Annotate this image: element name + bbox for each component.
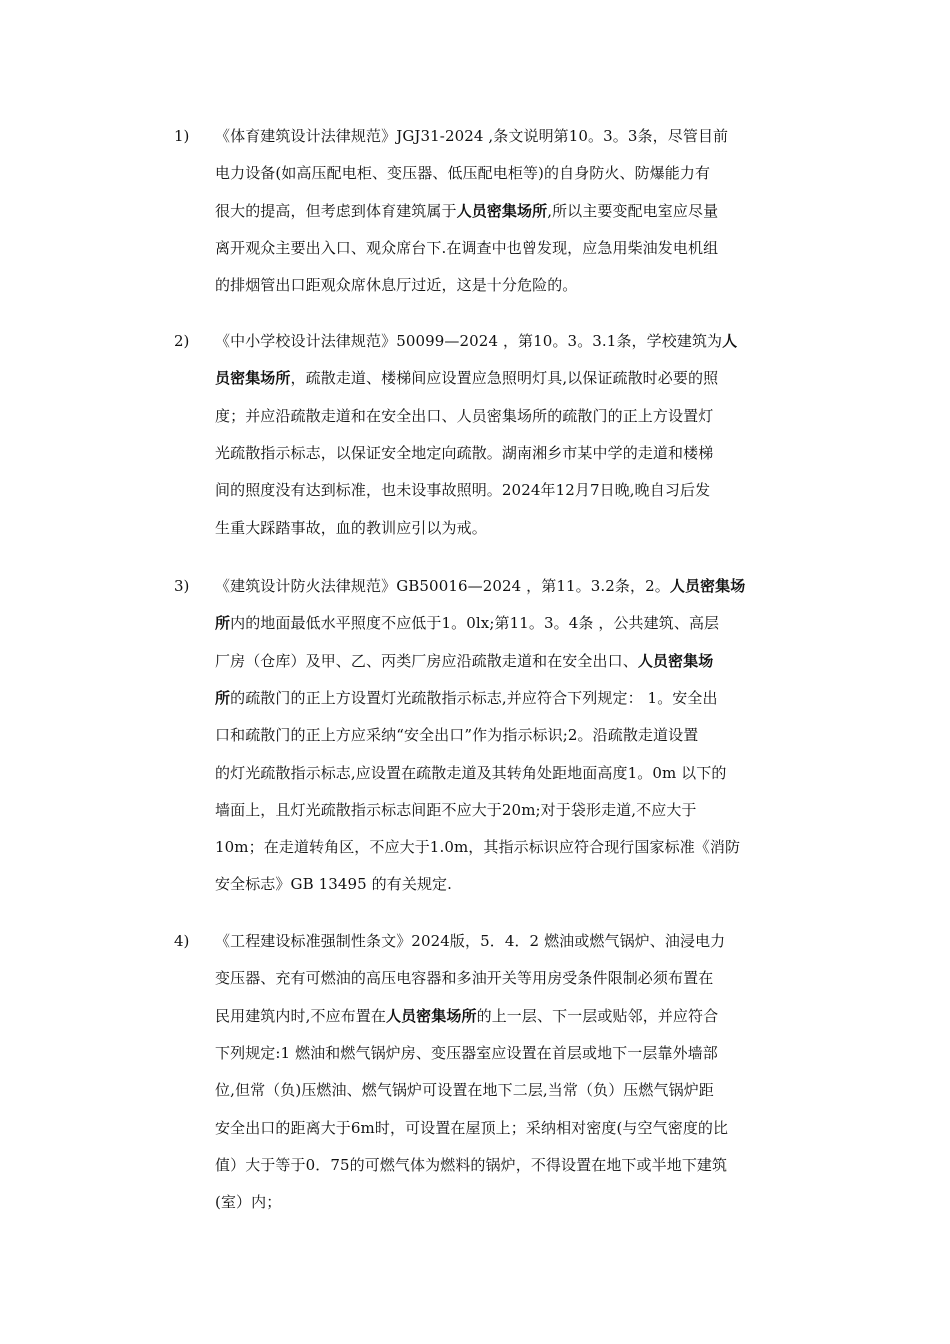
text-run: 电力设备(如高压配电柜、变压器、低压配电柜等)的自身防火、防爆能力有 xyxy=(215,164,711,183)
paragraph-line xyxy=(215,438,713,468)
text-run: 很大的提高，但考虑到体育建筑属于 xyxy=(215,201,457,220)
text-run: 生重大踩踏事故，血的教训应引以为戒。 xyxy=(215,518,487,537)
text-run: 下列规定:1 燃油和燃气锅炉房、变压器室应设置在首层或地下一层靠外墙部 xyxy=(215,1043,718,1062)
paragraph-line xyxy=(215,1150,727,1180)
text-run: 的上一层、下一层或贴邻，并应符合 xyxy=(476,1006,719,1025)
item-number: 4) xyxy=(174,932,190,950)
paragraph-line xyxy=(215,196,718,226)
paragraph-line xyxy=(215,270,577,300)
text-run: 内的地面最低水平照度不应低于1。0lx;第11。3。4条 ，公共建筑、高层 xyxy=(230,614,720,633)
paragraph-line xyxy=(215,1075,714,1105)
emphasis-text: 人 xyxy=(722,332,738,350)
text-run: 民用建筑内时,不应布置在 xyxy=(215,1006,386,1025)
emphasis-text: 员密集场所 xyxy=(215,369,291,388)
text-run: ，疏散走道、楼梯间应设置应急照明灯具,以保证疏散时必要的照 xyxy=(290,369,719,388)
text-run: 《建筑设计防火法律规范》GB50016—2024 ，第11。3.2条，2。 xyxy=(215,577,670,595)
text-run: 厂房（仓库）及甲、乙、丙类厂房应沿疏散走道和在安全出口、 xyxy=(215,651,638,670)
paragraph-line xyxy=(215,869,452,899)
emphasis-text: 人员密集场 xyxy=(669,577,746,595)
paragraph-line xyxy=(215,475,710,505)
paragraph-line xyxy=(215,158,710,188)
paragraph-line xyxy=(215,1001,718,1031)
text-run: ,所以主要变配电室应尽量 xyxy=(547,201,719,220)
emphasis-text: 人员密集场 xyxy=(637,651,714,670)
paragraph-line xyxy=(215,401,713,431)
text-run: 安全出口的距离大于6m时，可设置在屋顶上；采纳相对密度(与空气密度的比 xyxy=(215,1118,729,1137)
text-run: 《工程建设标准强制性条文》2024版，5．4．2 燃油或燃气锅炉、油浸电力 xyxy=(215,932,726,950)
text-run: 安全标志》GB 13495 的有关规定. xyxy=(215,875,453,894)
text-run: 间的照度没有达到标准，也未设事故照明。2024年12月7日晚,晚自习后发 xyxy=(215,481,711,500)
paragraph-line xyxy=(215,121,728,151)
paragraph-line xyxy=(215,326,737,356)
paragraph-line xyxy=(215,926,725,956)
text-run: 变压器、充有可燃油的高压电容器和多油开关等用房受条件限制必须布置在 xyxy=(215,969,714,988)
paragraph-line xyxy=(215,571,745,601)
text-run: 口和疏散门的正上方应采纳“安全出口”作为指示标识;2。沿疏散走道设置 xyxy=(215,726,699,745)
paragraph-line xyxy=(215,608,719,638)
text-run: 《体育建筑设计法律规范》JGJ31-2024 ,条文说明第10。3。3条，尽管目前 xyxy=(215,127,729,145)
emphasis-text: 人员密集场所 xyxy=(385,1006,477,1025)
text-run: 的灯光疏散指示标志,应设置在疏散走道及其转角处距地面高度1。0m 以下的 xyxy=(215,763,727,782)
text-run: 光疏散指示标志，以保证安全地定向疏散。湖南湘乡市某中学的走道和楼梯 xyxy=(215,443,714,462)
text-run: 墙面上，且灯光疏散指示标志间距不应大于20m;对于袋形走道,不应大于 xyxy=(215,800,697,819)
text-run: 《中小学校设计法律规范》50099—2024 ，第10。3。3.1条，学校建筑为 xyxy=(215,332,723,350)
text-run: 的疏散门的正上方设置灯光疏散指示标志,并应符合下列规定： 1。安全出 xyxy=(230,688,718,707)
paragraph-line xyxy=(215,720,698,750)
paragraph-line xyxy=(215,963,713,993)
emphasis-text: 所 xyxy=(215,688,231,707)
paragraph-line xyxy=(215,1113,728,1143)
paragraph-line xyxy=(215,646,713,676)
item-number: 3) xyxy=(174,577,190,595)
paragraph-line xyxy=(215,758,726,788)
text-run: 10m；在走道转角区，不应大于1.0m，其指示标识应符合现行国家标准《消防 xyxy=(215,838,741,857)
text-run: 离开观众主要出入口、观众席台下.在调查中也曾发现，应急用柴油发电机组 xyxy=(215,238,719,257)
text-run: 度；并应沿疏散走道和在安全出口、人员密集场所的疏散门的正上方设置灯 xyxy=(215,406,714,425)
paragraph-line xyxy=(215,683,718,713)
paragraph-line xyxy=(215,233,718,263)
item-number: 1) xyxy=(174,127,190,145)
text-run: 位,但常（负)压燃油、燃气锅炉可设置在地下二层,当常（负）压燃气锅炉距 xyxy=(215,1081,714,1100)
emphasis-text: 所 xyxy=(215,614,231,633)
text-run: 的排烟管出口距观众席休息厅过近，这是十分危险的。 xyxy=(215,276,578,295)
paragraph-line xyxy=(215,363,718,393)
paragraph-line xyxy=(215,832,740,862)
paragraph-line xyxy=(215,1187,281,1217)
paragraph-line xyxy=(215,513,487,543)
item-number: 2) xyxy=(174,332,190,350)
text-run: (室）内； xyxy=(215,1193,282,1212)
paragraph-line xyxy=(215,795,697,825)
text-run: 值）大于等于0．75的可燃气体为燃料的锅炉，不得设置在地下或半地下建筑 xyxy=(215,1155,728,1174)
paragraph-line xyxy=(215,1038,718,1068)
emphasis-text: 人员密集场所 xyxy=(456,201,548,220)
